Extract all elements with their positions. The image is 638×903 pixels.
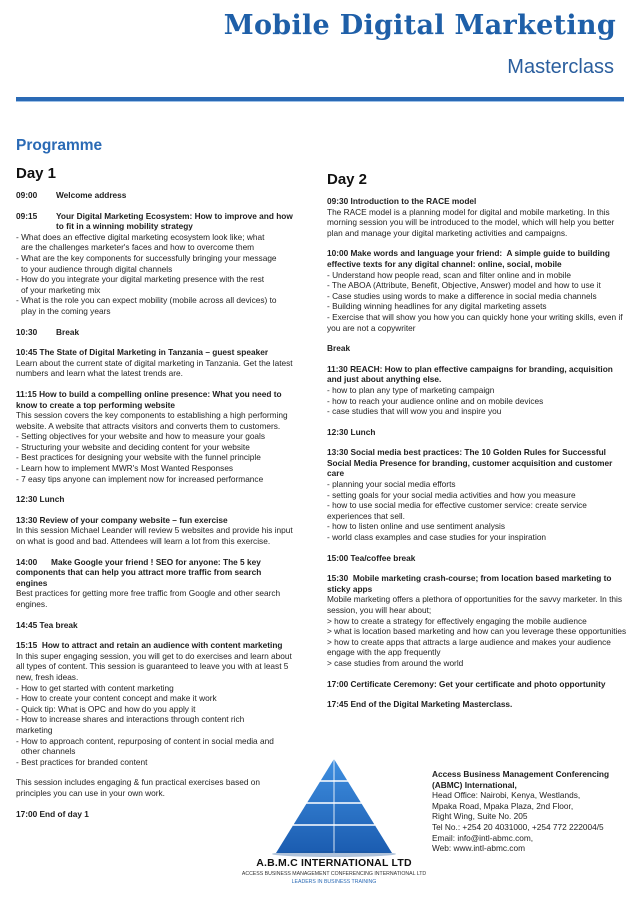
bullet-line: - Building winning headlines for any digital marketing assets — [327, 301, 547, 312]
session-title: 10:00 Make words and language your friend: A simple guide to building effective texts for any digital channel: online, social, mobile — [327, 248, 613, 269]
brochure-title: Mobile Digital Marketing — [223, 10, 616, 41]
bullet-line: - How to create your content concept and make it work — [16, 693, 217, 704]
bullet-line: - What is the role you can expect mobility (mobile across all devices) to — [16, 295, 277, 306]
session-0915 — [16, 211, 294, 317]
bullet-line: - how to listen online and use sentiment analysis — [327, 521, 506, 532]
bullet-line: - planning your social media efforts — [327, 479, 456, 490]
brochure-subtitle: Masterclass — [507, 56, 614, 78]
bullet-line: - How to approach content, repurposing of content in social media and — [16, 735, 274, 746]
bullet-line: - What are the key components for successfully bringing your message — [16, 252, 277, 263]
logo-name: A.B.M.C INTERNATIONAL LTD — [256, 857, 412, 869]
session-title: 10:45 The State of Digital Marketing in Tanzania – guest speaker — [16, 347, 269, 358]
contact-line: Tel No.: +254 20 4031000, +254 772 222004/5 — [432, 821, 604, 832]
session-1030 — [16, 327, 294, 338]
bullet-line: to your audience through digital channels — [21, 263, 173, 274]
session-title: 11:15 How to build a compelling online presence: What you need to know to create a top performing website — [16, 388, 282, 410]
session-description: The RACE model is a planning model for digital and mobile marketing. In this morning session you will be introduced to the model, which will help you better plan and manage your digital marketing activities and campaigns. — [327, 206, 615, 238]
contact-line: Right Wing, Suite No. 205 — [432, 811, 528, 822]
bullet-line: - Learn how to implement MWR's Most Wanted Responses — [16, 463, 234, 474]
bullet-line: - how to plan any type of marketing campaign — [327, 384, 495, 395]
bullet-line: - How to increase shares and interactions through content rich — [16, 714, 245, 725]
session-title: 13:30 Social media best practices: The 10 Golden Rules for Successful Social Media Presence for branding, customer acquisition and customer care — [327, 447, 613, 479]
bullet-line: - The ABOA (Attribute, Benefit, Objective, Answer) model and how to use it — [327, 280, 601, 291]
bullet-line: - Exercise that will show you how you can quickly hone your writing skills, even if you are not a copywriter — [327, 311, 623, 333]
bullet-line: - Best practices for branded content — [16, 756, 148, 767]
bullet-line: - case studies that will wow you and inspire you — [327, 406, 502, 417]
session-time: 09:15 — [16, 210, 38, 221]
session-0900 — [16, 190, 294, 201]
pyramid-logo-icon — [236, 757, 432, 857]
session-title: 09:30 Introduction to the RACE model — [327, 196, 477, 206]
bullet-line: > how to create a strategy for effectively engaging the mobile audience — [327, 615, 587, 626]
session-break: Break — [327, 343, 351, 354]
session-1330 — [16, 515, 294, 547]
session-1445: 14:45 Tea break — [16, 619, 78, 630]
logo-tagline: LEADERS IN BUSINESS TRAINING — [291, 879, 377, 885]
bullet-line: > how to create apps that attracts a large audience and makes your audience engage with the app frequently — [327, 636, 611, 658]
bullet-line: are the challenges marketer's faces and how to overcome them — [21, 242, 255, 253]
bullet-line: other channels — [21, 746, 76, 757]
bullet-line: - world class examples and case studies for your inspiration — [327, 532, 547, 543]
session-note: This session includes engaging & fun practical exercises based on principles you can use in your own work. — [16, 777, 260, 798]
session-time: 10:30 — [16, 326, 38, 337]
session-title: 14:00 Make Google your friend ! SEO for anyone: The 5 key components that can help you attract more traffic from search engines — [16, 556, 264, 588]
bullet-line: - how to use social media for effective customer service: create service experiences that sell. — [327, 500, 587, 521]
contact-web: Web: www.intl-abmc.com — [432, 843, 525, 854]
bullet-line: - Setting objectives for your website and how to measure your goals — [16, 431, 266, 442]
day2-heading: Day 2 — [327, 171, 368, 188]
session-1130 — [327, 364, 627, 417]
session-title: 15:15 How to attract and retain an audience with content marketing — [16, 640, 283, 651]
bullet-line: - setting goals for your social media activities and how you measure — [327, 489, 576, 500]
session-1745: 17:45 End of the Digital Marketing Masterclass. — [327, 699, 513, 710]
session-1230: 12:30 Lunch — [16, 494, 65, 505]
session-description: Best practices for getting more free traffic from Google and other search engines. — [16, 588, 281, 609]
bullet-line: > what is location based marketing and how can you leverage these opportunities — [327, 626, 627, 637]
session-1330 — [327, 447, 627, 542]
bullet-line: - Structuring your website and deciding content for your website — [16, 441, 250, 452]
contact-line: Mpaka Road, Mpaka Plaza, 2nd Floor, — [432, 800, 574, 811]
session-title: Welcome address — [56, 190, 127, 200]
session-description: Learn about the current state of digital marketing in Tanzania. Get the latest numbers and learn what the latest trends are. — [16, 357, 293, 379]
session-title: 11:30 REACH: How to plan effective campaigns for branding, acquisition and just about anything else. — [327, 363, 613, 385]
session-1115 — [16, 389, 294, 484]
day2-column — [327, 171, 627, 720]
logo-subtitle: ACCESS BUSINESS MANAGEMENT CONFERENCING INTERNATIONAL LTD — [241, 871, 427, 877]
bullet-line: - Best practices for designing your website with the funnel principle — [16, 452, 261, 463]
session-description: Mobile marketing offers a plethora of opportunities for the savvy marketer. In this session, you will hear about; — [327, 594, 622, 615]
contact-block — [432, 769, 632, 854]
session-1530 — [327, 573, 627, 668]
session-1230: 12:30 Lunch — [327, 426, 376, 437]
session-1500: 15:00 Tea/coffee break — [327, 552, 416, 563]
session-1700: 17:00 Certificate Ceremony: Get your certificate and photo opportunity — [327, 678, 606, 689]
contact-line: Head Office: Nairobi, Kenya, Westlands, — [432, 790, 581, 801]
bullet-line: marketing — [16, 724, 53, 735]
session-description: In this super engaging session, you will get to do exercises and learn about all types of content. This session is guaranteed to leave you with at least 5 new, fresh ideas. — [16, 650, 292, 682]
contact-org: Access Business Management Conferencing (ABMC) International, — [432, 769, 610, 790]
programme-heading: Programme — [16, 137, 103, 154]
session-1400 — [16, 557, 294, 610]
abmc-logo — [236, 757, 432, 892]
bullet-line: - Quick tip: What is OPC and how do you apply it — [16, 703, 196, 714]
session-title: Break — [56, 326, 80, 337]
contact-email: Email: info@intl-abmc.com, — [432, 832, 534, 843]
day1-column — [16, 165, 294, 829]
session-description: This session covers the key components to establishing a high performing website. A website that attracts visitors and converts them to customers. — [16, 410, 288, 431]
bullet-line: - Understand how people read, scan and filter online and in mobile — [327, 269, 571, 280]
bullet-line: - 7 easy tips anyone can implement now for increased performance — [16, 473, 264, 484]
header-divider — [16, 97, 624, 102]
day1-heading: Day 1 — [16, 165, 57, 182]
session-title: 15:30 Mobile marketing crash-course; from location based marketing to sticky apps — [327, 573, 614, 594]
bullet-line: - Case studies using words to make a difference in social media channels — [327, 290, 597, 301]
session-1045 — [16, 347, 294, 379]
bullet-line: - How do you integrate your digital marketing presence with the rest — [16, 274, 265, 285]
session-1000 — [327, 248, 627, 333]
session-description: In this session Michael Leander will review 5 websites and provide his input on what is good and bad. Attendees will learn a lot from this exercise. — [16, 525, 293, 547]
bullet-line: of your marketing mix — [21, 284, 101, 295]
session-title: 13:30 Review of your company website – fun exercise — [16, 514, 228, 525]
session-0930 — [327, 196, 627, 238]
bullet-line: > case studies from around the world — [327, 657, 464, 668]
bullet-line: play in the coming years — [21, 305, 111, 316]
bullet-line: - how to reach your audience online and on mobile devices — [327, 395, 544, 406]
session-1700: 17:00 End of day 1 — [16, 808, 89, 819]
bullet-line: - How to get started with content marketing — [16, 682, 174, 693]
session-title: Your Digital Marketing Ecosystem: How to improve and how to fit in a winning mobility strategy — [56, 210, 293, 232]
bullet-line: - What does an effective digital marketing ecosystem look like; what — [16, 231, 265, 242]
session-time: 09:00 — [16, 190, 38, 200]
